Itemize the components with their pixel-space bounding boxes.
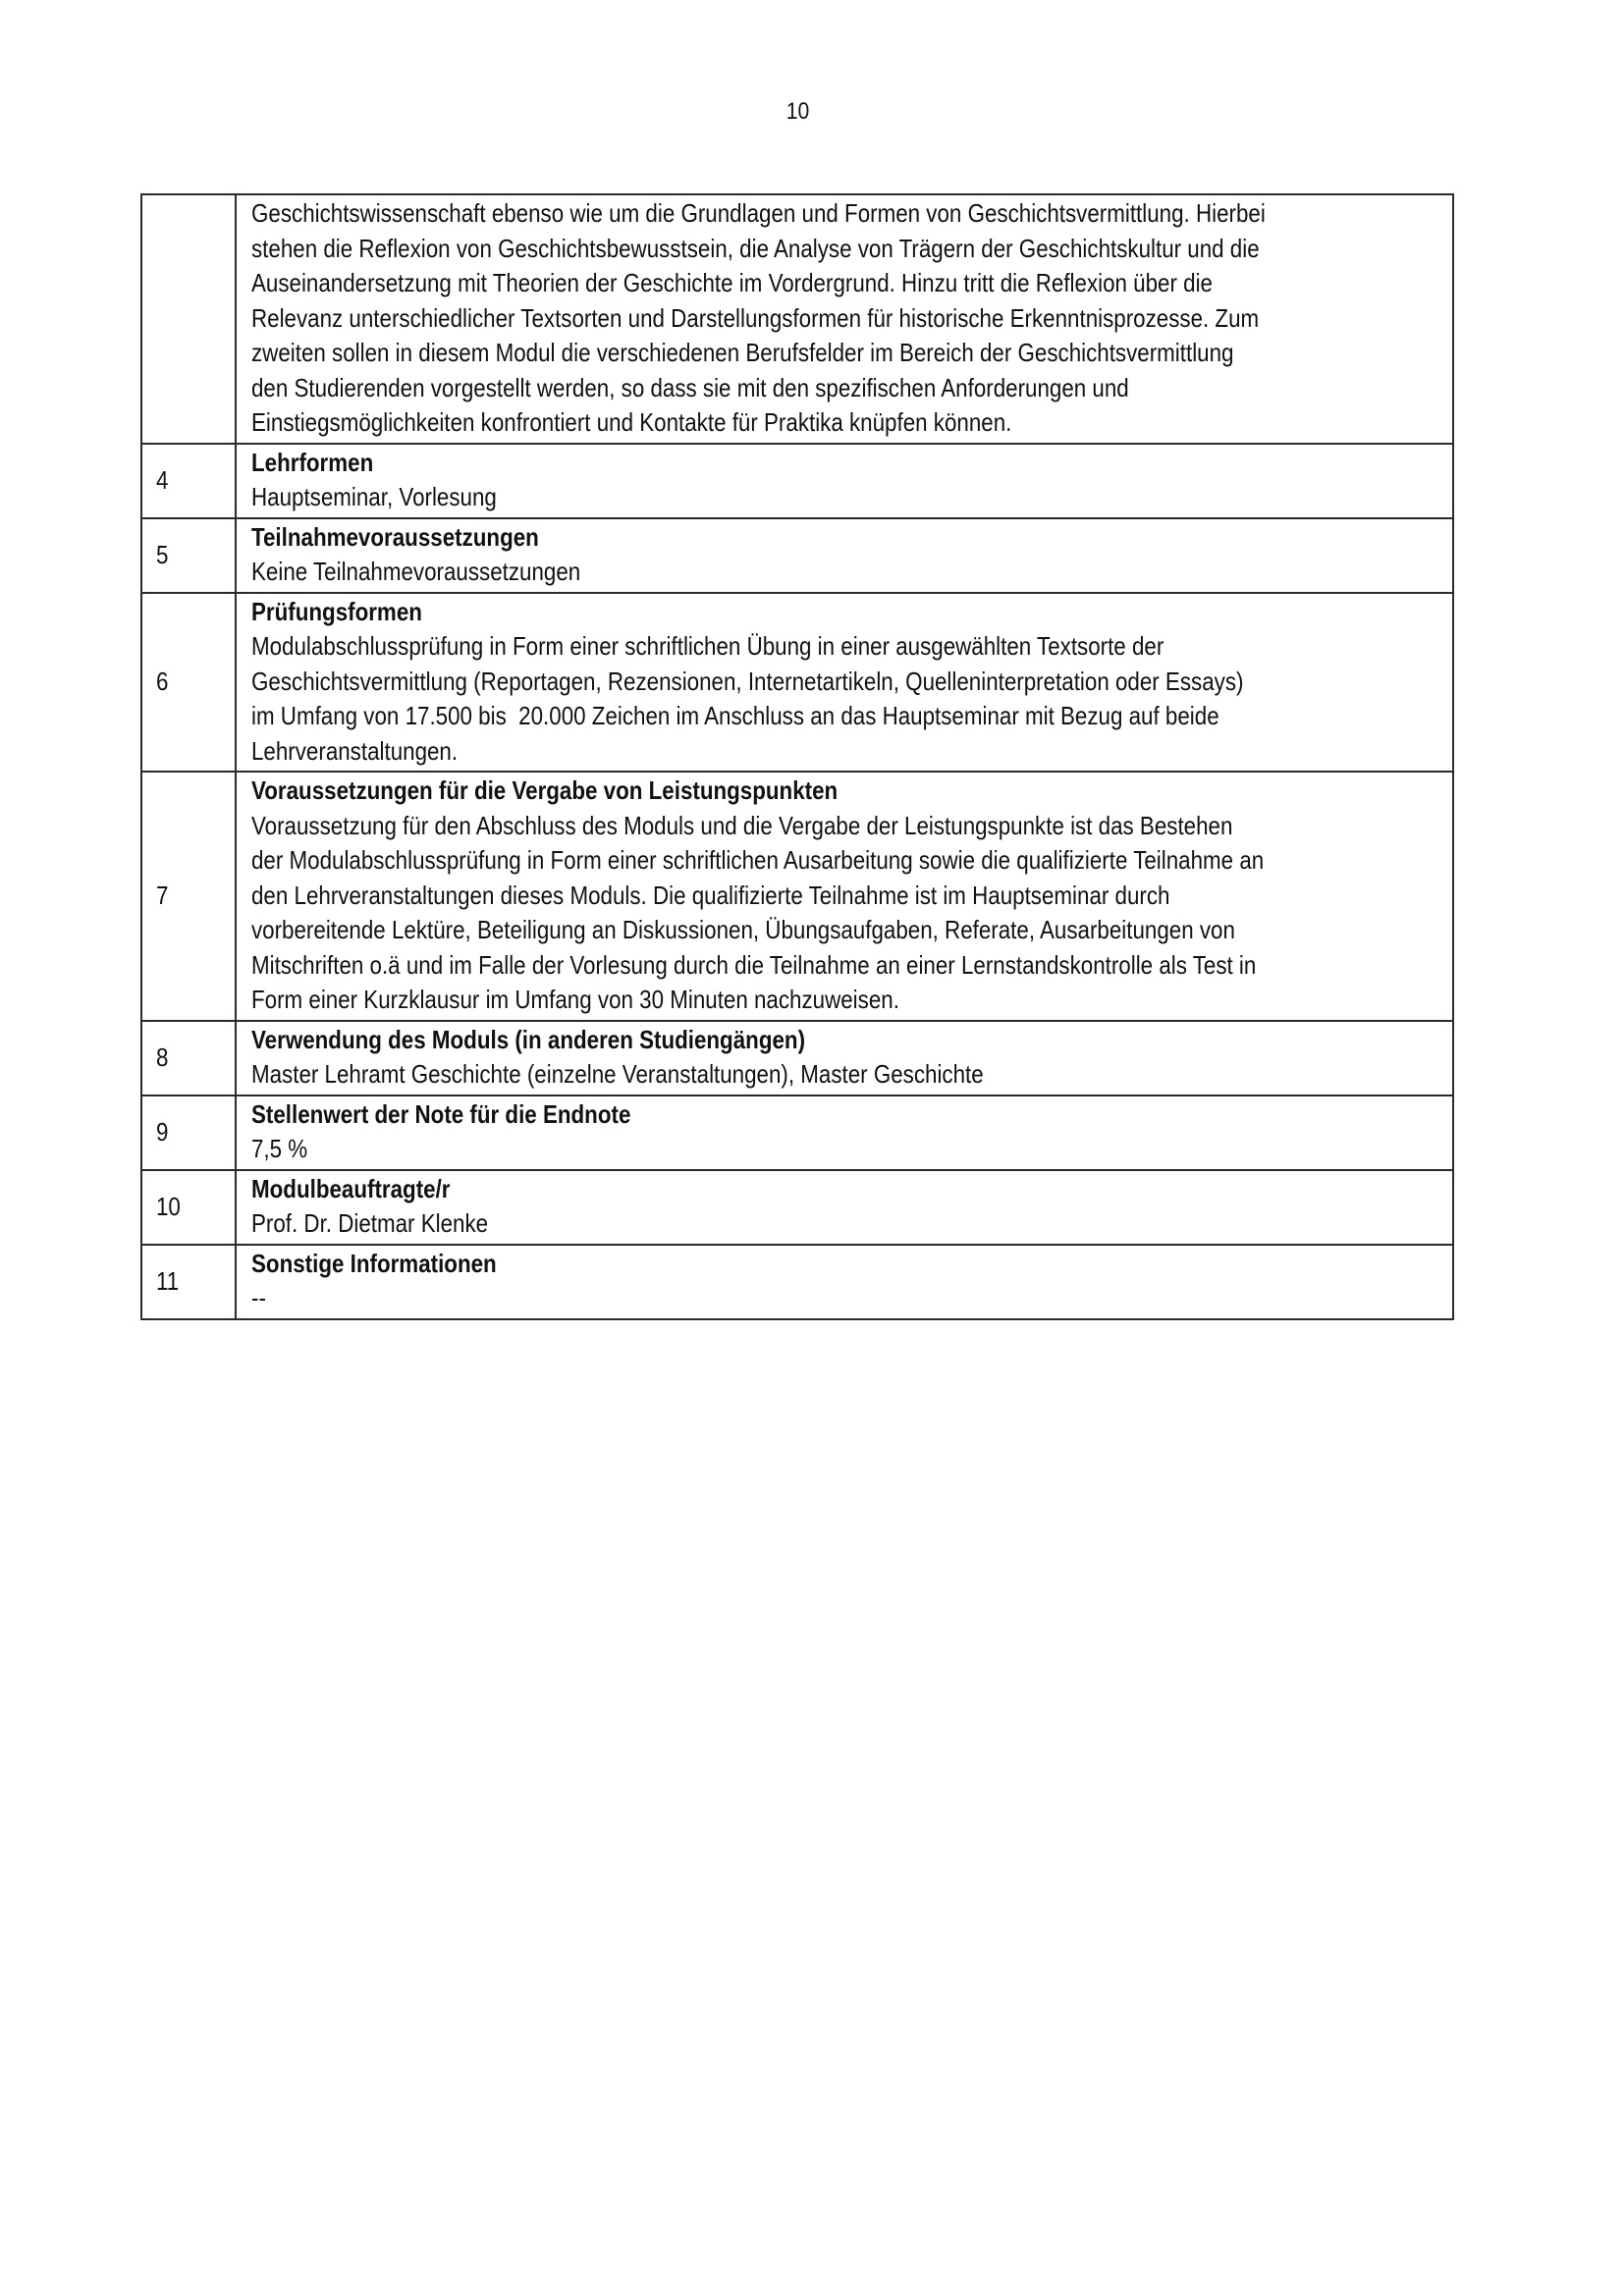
row-body-line-text: Modulabschlussprüfung in Form einer schriftlichen Übung in einer ausgewählten Textsorte der xyxy=(251,631,1164,661)
row-body-line xyxy=(251,879,1444,914)
row-body-line xyxy=(251,734,1444,770)
row-number-cell xyxy=(141,1021,236,1095)
row-body-line-text: der Modulabschlussprüfung in Form einer schriftlichen Ausarbeitung sowie die qualifizierte Teilnahme an xyxy=(251,845,1265,875)
description-line-text: Einstiegsmöglichkeiten konfrontiert und Kontakte für Praktika knüpfen können. xyxy=(251,407,1012,437)
description-line xyxy=(251,371,1444,406)
description-line xyxy=(251,196,1444,232)
row-heading xyxy=(251,1247,1444,1282)
row-body-line xyxy=(251,913,1444,948)
row-content-cell xyxy=(236,1095,1453,1170)
row-body-line xyxy=(251,1206,1444,1242)
row-body-line xyxy=(251,843,1444,879)
row-content-cell xyxy=(236,194,1453,444)
row-heading-text: Sonstige Informationen xyxy=(251,1248,497,1278)
row-body-line-text: im Umfang von 17.500 bis 20.000 Zeichen im Anschluss an das Hauptseminar mit Bezug auf beide xyxy=(251,701,1219,730)
table-row xyxy=(141,772,1453,1021)
table-row xyxy=(141,1095,1453,1170)
row-content-cell xyxy=(236,444,1453,518)
row-body-line xyxy=(251,1057,1444,1093)
row-heading-text: Stellenwert der Note für die Endnote xyxy=(251,1098,631,1129)
row-number-cell xyxy=(141,1245,236,1319)
row-heading-text: Verwendung des Moduls (in anderen Studiengängen) xyxy=(251,1024,806,1054)
row-heading xyxy=(251,1097,1444,1133)
row-number: 11 xyxy=(156,1265,180,1296)
row-number: 10 xyxy=(156,1191,181,1221)
table-row xyxy=(141,444,1453,518)
row-heading xyxy=(251,1172,1444,1207)
description-line xyxy=(251,266,1444,301)
row-body-line-text: Form einer Kurzklausur im Umfang von 30 Minuten nachzuweisen. xyxy=(251,985,899,1014)
row-body-line-text: Lehrveranstaltungen. xyxy=(251,735,459,766)
row-body-line-text: 7,5 % xyxy=(251,1134,308,1163)
row-body-line xyxy=(251,1281,1444,1316)
row-heading xyxy=(251,1023,1444,1058)
table-row xyxy=(141,1245,1453,1319)
row-number: 6 xyxy=(156,667,169,696)
row-body-line-text: -- xyxy=(251,1283,266,1312)
description-line-text: Auseinandersetzung mit Theorien der Geschichte im Vordergrund. Hinzu tritt die Reflexion über die xyxy=(251,268,1213,297)
row-body-line-text: Geschichtsvermittlung (Reportagen, Rezensionen, Internetartikeln, Quelleninterpretation oder Essays) xyxy=(251,666,1244,696)
description-line xyxy=(251,301,1444,337)
row-number: 4 xyxy=(156,464,169,495)
row-body-line xyxy=(251,1132,1444,1167)
table-row xyxy=(141,593,1453,773)
row-number-cell xyxy=(141,444,236,518)
row-number: 9 xyxy=(156,1116,169,1147)
row-number-cell xyxy=(141,593,236,773)
description-line xyxy=(251,336,1444,371)
row-number-cell xyxy=(141,518,236,593)
row-content-cell xyxy=(236,1170,1453,1245)
description-line-text: den Studierenden vorgestellt werden, so dass sie mit den spezifischen Anforderungen und xyxy=(251,372,1129,402)
row-body-line xyxy=(251,948,1444,984)
row-heading-text: Teilnahmevoraussetzungen xyxy=(251,521,539,552)
row-heading-text: Lehrformen xyxy=(251,447,374,477)
row-number: 8 xyxy=(156,1041,169,1072)
row-body-line-text: Keine Teilnahmevoraussetzungen xyxy=(251,557,581,586)
row-body-line-text: Prof. Dr. Dietmar Klenke xyxy=(251,1208,489,1238)
row-number: 7 xyxy=(156,881,169,910)
page-number: 10 xyxy=(785,98,810,125)
row-body-line-text: Master Lehramt Geschichte (einzelne Veranstaltungen), Master Geschichte xyxy=(251,1059,984,1089)
module-description-table xyxy=(140,193,1454,1320)
row-content-cell xyxy=(236,1021,1453,1095)
table-body xyxy=(141,194,1453,1319)
row-body-line-text: vorbereitende Lektüre, Beteiligung an Diskussionen, Übungsaufgaben, Referate, Ausarbeitungen von xyxy=(251,915,1235,944)
row-heading xyxy=(251,520,1444,556)
description-line-text: zweiten sollen in diesem Modul die verschiedenen Berufsfelder im Bereich der Geschichtsvermittlung xyxy=(251,338,1234,367)
row-body-line-text: Mitschriften o.ä und im Falle der Vorlesung durch die Teilnahme an einer Lernstandskontrolle als Test in xyxy=(251,949,1257,980)
row-number-cell xyxy=(141,1095,236,1170)
row-content-cell xyxy=(236,593,1453,773)
row-body-line xyxy=(251,699,1444,734)
row-body-line xyxy=(251,480,1444,515)
row-body-line xyxy=(251,665,1444,700)
row-number-cell xyxy=(141,772,236,1021)
row-heading-text: Modulbeauftragte/r xyxy=(251,1173,451,1203)
row-number-cell xyxy=(141,1170,236,1245)
table-row xyxy=(141,518,1453,593)
table-row-continuation xyxy=(141,194,1453,444)
description-line xyxy=(251,405,1444,441)
row-body-line xyxy=(251,809,1444,844)
row-content-cell xyxy=(236,1245,1453,1319)
row-body-line xyxy=(251,555,1444,590)
description-line-text: Relevanz unterschiedlicher Textsorten und Darstellungsformen für historische Erkenntnisprozesse. Zum xyxy=(251,302,1260,333)
row-body-line-text: Hauptseminar, Vorlesung xyxy=(251,482,497,511)
description-line-text: stehen die Reflexion von Geschichtsbewusstsein, die Analyse von Trägern der Geschichtskultur und die xyxy=(251,233,1260,263)
row-heading-text: Voraussetzungen für die Vergabe von Leistungspunkten xyxy=(251,775,839,805)
row-body-line-text: Voraussetzung für den Abschluss des Moduls und die Vergabe der Leistungspunkte ist das Bestehen xyxy=(251,810,1233,840)
row-heading xyxy=(251,774,1444,809)
row-body-line xyxy=(251,983,1444,1018)
description-line-text: Geschichtswissenschaft ebenso wie um die Grundlagen und Formen von Geschichtsvermittlung. Hierbei xyxy=(251,198,1266,228)
table-row xyxy=(141,1170,1453,1245)
row-number: 5 xyxy=(156,539,169,569)
row-body-line xyxy=(251,629,1444,665)
row-number-cell xyxy=(141,194,236,444)
row-content-cell xyxy=(236,518,1453,593)
row-heading xyxy=(251,595,1444,630)
row-body-line-text: den Lehrveranstaltungen dieses Moduls. Die qualifizierte Teilnahme ist im Hauptseminar durch xyxy=(251,880,1170,910)
description-line xyxy=(251,232,1444,267)
row-content-cell xyxy=(236,772,1453,1021)
row-heading xyxy=(251,446,1444,481)
row-heading-text: Prüfungsformen xyxy=(251,596,422,626)
table-row xyxy=(141,1021,1453,1095)
